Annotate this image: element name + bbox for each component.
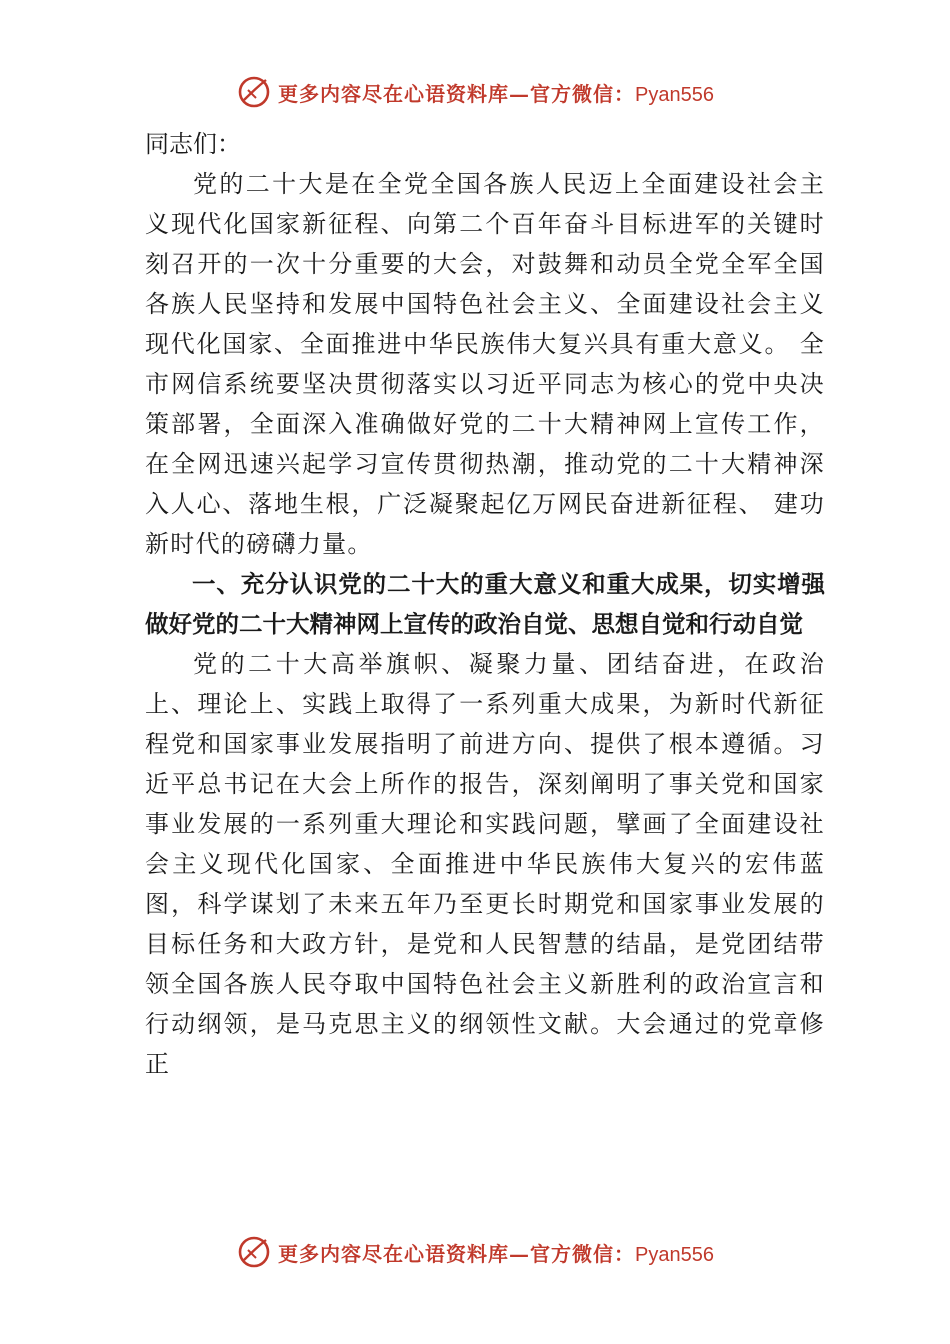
paragraph-2: 党的二十大高举旗帜、凝聚力量、团结奋进，在政治上、理论上、实践上取得了一系列重大成果，为新时代新征程党和国家事业发展指明了前进方向、提供了根本遵循。习近平总书记在大会上所作的报告，深刻阐明了事关党和国家事业发展的一系列重大理论和实践问题，擘画了全面建设社会主义现代化国家、全面推进中华民族伟大复兴的宏伟蓝图，科学谋划了未来五年乃至更长时期党和国家事业发展的目标任务和大政方针，是党和人民智慧的结晶，是党团结带领全国各族人民夺取中国特色社会主义新胜利的政治宣言和行动纲领，是马克思主义的纲领性文献。大会通过的党章修正 (145, 650, 825, 1078)
wechat-id: Pyan556 (635, 83, 714, 106)
brush-logo-icon (236, 74, 272, 110)
header-banner (0, 70, 950, 114)
document-body (145, 124, 825, 1084)
wechat-id: Pyan556 (635, 1243, 714, 1266)
brush-logo-icon (236, 1234, 272, 1270)
banner-text: 更多内容尽在心语资料库—官方微信：Pyan556 (278, 81, 714, 106)
paragraph-1: 党的二十大是在全党全国各族人民迈上全面建设社会主义现代化国家新征程、向第二个百年奋斗目标进军的关键时刻召开的一次十分重要的大会，对鼓舞和动员全党全军全国各族人民坚持和发展中国特色社会主义、全面建设社会主义现代化国家、全面推进中华民族伟大复兴具有重大意义。 全市网信系统要坚决贯彻落实以习近平同志为核心的党中央决策部署，全面深入准确做好党的二十大精神网上宣传工作，在全网迅速兴起学习宣传贯彻热潮，推动党的二十大精神深入人心、落地生根，广泛凝聚起亿万网民奋进新征程、 建功新时代的磅礴力量。 (145, 170, 825, 558)
greeting: 同志们： (145, 130, 241, 158)
banner-text: 更多内容尽在心语资料库—官方微信：Pyan556 (278, 1241, 714, 1266)
footer-banner (0, 1230, 950, 1274)
section-heading-1: 一、充分认识党的二十大的重大意义和重大成果，切实增强做好党的二十大精神网上宣传的政治自觉、思想自觉和行动自觉 (145, 570, 825, 638)
